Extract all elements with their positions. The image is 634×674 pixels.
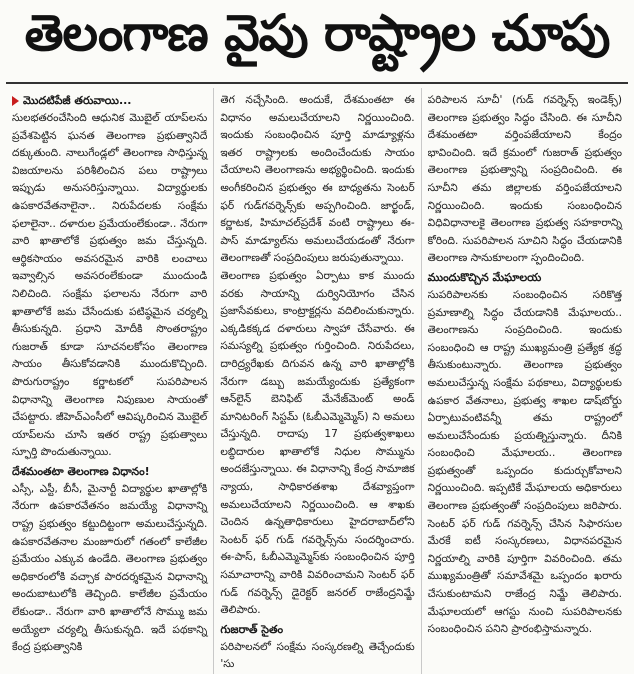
- paragraph: ఎస్సీ, ఎస్టీ, బీసీ, మైనార్టీ విద్యార్థుల ఖాతాల్లోకి నేరుగా ఉపకారవేతనం జమయ్యే విధానాన్ని రాష్ట్ర ప్రభుత్వం కట్టుదిట్టంగా అమలుచేస్తున్నది. ఉపకారవేతనాల మంజూరులో గతంలో కాలేజీల ప్రమేయం ఎక్కువ ఉండేది. తెలంగాణ ప్రభుత్వం అధికారంలోకి వచ్చాక పారదర్శకమైన విధానాన్ని అందుబాటులోకి తెచ్చింది. కాలేజీల ప్రమేయం లేకుండా.. నేరుగా వారి ఖాతాలోనే సొమ్ము జమ అయ్యేలా చర్యల్ని తీసుకున్నది. ఇదే పథకాన్ని కేంద్ర ప్రభుత్వానికి: [12, 482, 208, 654]
- subheading: ముందుకొచ్చిన మేఘాలయ: [427, 270, 542, 284]
- paragraph: సులభతరంచేసింది ఆధునిక మొబైల్ యాప్‌లను ప్రవేశపెట్టిన ఘనత తెలంగాణ ప్రభుత్వానిదే దక్కుతుంది. నాలుగేండ్లలో తెలంగాణ సాధిస్తున్న విజయాలను పరిశీలించిన పలు రాష్ట్రాలు ఇప్పుడు అనుసరిస్తున్నాయి. విద్యార్థులకు ఉపకారవేతనాలైనా.. నిరుపేదలకు సంక్షేమ ఫలాలైనా.. దళారుల ప్రమేయంలేకుండా.. నేరుగా వారి ఖాతాలోకే ప్రభుత్వం జమ చేస్తున్నది. ఆర్థికసాయం అవసరమైన వారికి లంచాలు ఇవ్వాల్సిన అవసరంలేకుండా ముందుండి నిలిచింది. సంక్షేమ ఫలాలను నేరుగా వారి ఖాతాలోకే జమ చేసేందుకు పటిష్ఠమైన చర్యల్ని తీసుకున్నది. ప్రధాని మోదీకి సొంతరాష్ట్రం గుజరాత్ కూడా సూచనలకోసం తెలంగాణ సాయం తీసుకోవడానికి ముందుకొచ్చింది. పొరుగురాష్ట్రం కర్ణాటకలో సుపరిపాలన విధానాన్ని తెలంగాణ నిపుణుల సాయంతో చేపట్టారు. జీహెచ్‌ఎంసీలో ఆవిష్కరించిన మొబైల్ యాప్‌లను చూసి ఇతర రాష్ట్ర ప్రభుత్వాలు స్ఫూర్తి పొందుతున్నాయి.: [12, 112, 208, 459]
- column-1: [6, 88, 213, 674]
- article-headline: తెలంగాణ వైపు రాష్ట్రాల చూపు: [24, 3, 610, 62]
- headline-divider: [6, 82, 628, 84]
- arrow-marker-icon: [12, 96, 19, 106]
- paragraph: తెగ నచ్చేసింది. అందుకే, దేశమంతటా ఈ విధానం అమలుచేయాలని నిర్ణయించింది. ఇందుకు సంబంధించిన పూర్తి మాడ్యూళ్లను ఇతర రాష్ట్రాలకు అందించేందుకు సాయం చేయాలని తెలంగాణను అభ్యర్థించింది. ఇందుకు అంగీకరించిన ప్రభుత్వం ఈ బాధ్యతను సెంటర్ ఫర్ గుడ్‌గవర్నెన్స్‌కు అప్పగించింది. జార్ఖండ్, కర్ణాటక, హిమాచల్‌ప్రదేశ్ వంటి రాష్ట్రాలు ఈ-పాస్ మాడ్యూల్‌ను అమలుచేయడంతో నేరుగా తెలంగాణతో సంప్రదింపులు జరుపుతున్నాయి.: [220, 94, 415, 265]
- paragraph: పరిపాలన సూచీ' (గుడ్ గవర్నెన్స్ ఇండెక్స్) తెలంగాణ ప్రభుత్వం సిద్ధం చేసింది. ఈ సూచీని దేశమంతటా వర్తింపజేయాలని కేంద్రం భావించింది. ఇదే క్రమంలో గుజరాత్ ప్రభుత్వం తెలంగాణ ప్రభుత్వాన్ని సంప్రదించింది. ఈ సూచీని తమ జిల్లాలకు వర్తింపజేయాలని నిర్ణయించింది. ఇందుకు సంబంధించిన విధివిధానాలకై తెలంగాణ ప్రభుత్వ సహకారాన్ని కోరింది. సుపరిపాలన సూచిని సిద్ధం చేయడానికి తెలంగాణ సానుకూలంగా స్పందించింది.: [427, 94, 622, 265]
- column-2: [213, 88, 420, 674]
- paragraph: తెలంగాణ ప్రభుత్వం ఏర్పాటు కాక ముందు వరకు సాయాన్ని దుర్వినియోగం చేసిన ప్రజాసేవకులు, కాంట్రాక్టర్లను వదిలించుకున్నారు. ఎక్కడికక్కడ దళారులు స్వాహా చేసేవారు. ఈ సమస్యల్ని ప్రభుత్వం గుర్తించింది. నిరుపేదలు, దారిద్ర్యరేఖకు దిగువన ఉన్న వారి ఖాతాల్లోకి నేరుగా డబ్బు జమయ్యేందుకు ప్రత్యేకంగా ఆన్‌లైన్ బెనిఫిట్ మేనేజ్‌మెంట్ అండ్ మానిటరింగ్ సిస్టమ్ (ఓబీఎమ్మెమ్మెస్) ని అమలు చేస్తున్నది. రాదాపు 17 ప్రభుత్వశాఖలు లబ్ధిదారుల ఖాతాలోకే నిధుల సొమ్మును అందజేస్తున్నాయి. ఈ విధానాన్ని కేంద్ర సామాజిక న్యాయ, సాధికారతశాఖ దేశవ్యాప్తంగా అమలుచేయాలని నిర్ణయించింది. ఆ శాఖకు చెందిన ఉన్నతాధికారులు హైదరాబాద్‌లోని సెంటర్ ఫర్ గుడ్ గవర్నెన్స్‌ను సందర్శించారు. ఈ-పాస్, ఓబీఎమ్మెమ్మెస్‌కు సంబంధించిన పూర్తి సమాచారాన్ని వారికి వివరించామని సెంటర్ ఫర్ గుడ్ గవర్నెన్స్ డైరెక్టర్ జనరల్ రాజేంద్రనిమ్జే తెలిపారు.: [220, 269, 415, 617]
- subheading: దేశమంతటా తెలంగాణ విధానం!: [12, 464, 150, 478]
- continuation-kicker: [12, 92, 207, 109]
- kicker-label: మొదటిపేజీ తరువాయి...: [23, 94, 132, 107]
- paragraph: పరిపాలనలో సంక్షేమ సంస్కరణల్ని తెచ్చేందుకు 'సు: [220, 640, 415, 671]
- subheading: గుజరాత్ సైతం: [220, 622, 284, 636]
- article-body: [6, 88, 628, 671]
- paragraph: సుపరిపాలనకు సంబంధించిన సరికొత్త ప్రమాణాల్ని సిద్ధం చేయడానికి మేఘాలయ.. తెలంగాణను సంప్రదించింది. ఇందుకు సంబంధించి ఆ రాష్ట్ర ముఖ్యమంత్రి ప్రత్యేక శ్రద్ధ తీసుకుంటున్నారు. తెలంగాణ ప్రభుత్వం అమలుచేస్తున్న సంక్షేమ పథకాలు, విద్యార్థులకు ఉపకార వేతనాలు, ప్రభుత్వ శాఖల డాష్‌బోర్డు ఏర్పాటువంటివన్నీ తమ రాష్ట్రంలో అమలుచేసేందుకు ప్రయత్నిస్తున్నారు. దీనికి సంబంధించి మేఘాలయ.. తెలంగాణ ప్రభుత్వంతో ఒప్పందం కుదుర్చుకోవాలని నిర్ణయించింది. ఇప్పటికే మేఘాలయ అధికారులు తెలంగాణ ప్రభుత్వంతో సంప్రదింపులు జరిపారు. సెంటర్ ఫర్ గుడ్ గవర్నెన్స్ చేసిన సిఫారసుల మేరకే ఐటీ సంస్కరణలు, విధానపరమైన నిర్ణయాల్ని వారికి పూర్తిగా వివరించింది. తమ ముఖ్యమంత్రితో సమావేశమై ఒప్పందం ఖరారు చేసుకుంటామని రాజేంద్ర నిమ్జే తెలిపారు. మేఘాలయలో ఆగస్టు నుంచి సుపరిపాలనకు సంబంధించిన పనిని ప్రారంభిస్తామన్నారు.: [427, 288, 622, 636]
- column-3: [421, 88, 628, 674]
